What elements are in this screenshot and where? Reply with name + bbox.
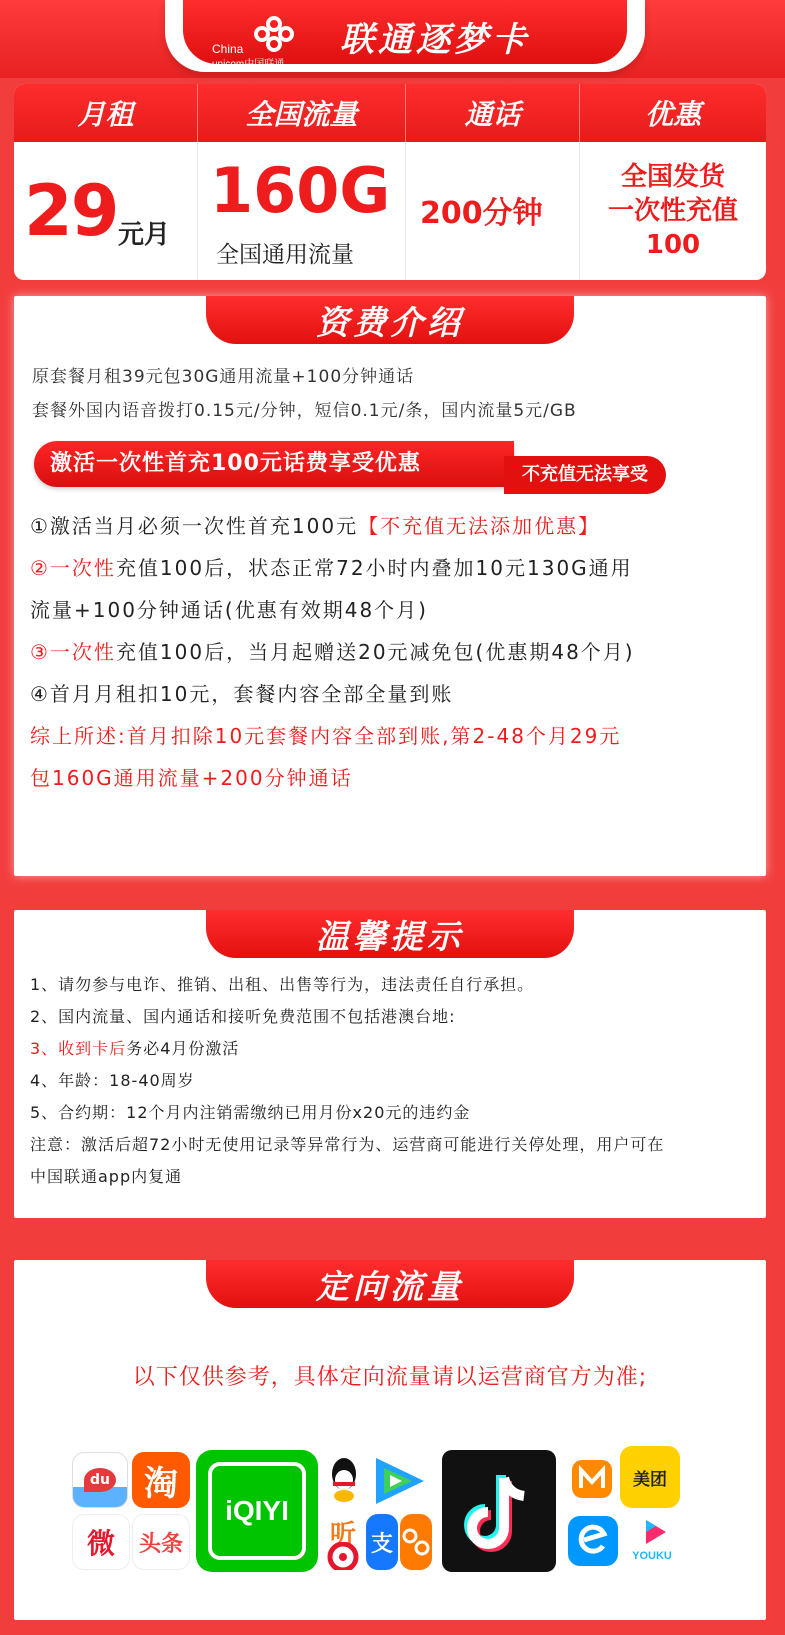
promo-line-1: 全国发货 [620, 162, 725, 192]
tip-5: 5、合约期：12个月内注销需缴纳已用月份x20元的违约金 [30, 1103, 471, 1122]
header-calls: 通话 [406, 84, 580, 142]
iqiyi-glyph: iQIYI [225, 1495, 289, 1526]
directed-section [14, 1260, 766, 1620]
rule-2 [30, 552, 633, 581]
page-title: 联通逐梦卡 [340, 20, 530, 60]
activation-badge: 不充值无法享受 [504, 456, 666, 494]
summary-line-2: 包160G通用流量+200分钟通话 [30, 766, 353, 790]
tip-note-2: 中国联通app内复通 [30, 1167, 183, 1186]
call-value: 200分钟 [420, 196, 543, 231]
logo-text-unicom: unicom中国联通 [212, 59, 285, 70]
promo-line-3: 100 [645, 230, 701, 260]
fee-section [14, 296, 766, 876]
tip-2: 2、国内流量、国内通话和接听免费范围不包括港澳台地: [30, 1007, 456, 1026]
directed-section-tab [206, 1260, 574, 1308]
data-subtitle: 全国通用流量 [216, 242, 354, 268]
amap-icon [400, 1514, 432, 1570]
cell-rent [14, 142, 198, 280]
rule-1-warning: 【不充值无法添加优惠】 [358, 514, 601, 538]
alipay-icon [366, 1514, 398, 1570]
rule-3-text: 充值100后，当月起赠送20元减免包(优惠期48个月) [115, 640, 635, 664]
rule-3-prefix: ③一次性 [30, 640, 116, 664]
rule-4: ④首月月租扣10元，套餐内容全部全量到账 [30, 682, 454, 706]
logo-text-china: China [212, 42, 244, 56]
cell-calls [406, 142, 580, 280]
rule-2-text: 充值100后，状态正常72小时内叠加10元130G通用 [115, 556, 633, 580]
plan-table [14, 84, 766, 280]
rule-1 [30, 510, 600, 539]
baidu-map-icon [72, 1452, 128, 1508]
qq-icon [324, 1452, 364, 1508]
header-rent: 月租 [14, 84, 198, 142]
ting-icon [322, 1514, 364, 1570]
rule-3 [30, 636, 635, 665]
rule-2-cont: 流量+100分钟通话(优惠有效期48个月) [30, 598, 428, 622]
plan-table-body [14, 142, 766, 280]
cell-data [198, 142, 406, 280]
promo-line-2: 一次性充值 [607, 196, 738, 226]
data-value: 160G [210, 154, 391, 227]
youku-icon [622, 1514, 682, 1570]
cell-promo [580, 142, 766, 280]
tip-3 [30, 1036, 239, 1059]
toutiao-icon [132, 1514, 190, 1570]
meituan-icon [620, 1446, 680, 1508]
weibo-glyph: 微 [86, 1527, 115, 1560]
tips-section-title: 温馨提示 [316, 916, 464, 956]
summary-line-1: 综上所述:首月扣除10元套餐内容全部到账,第2-48个月29元 [30, 724, 622, 748]
fee-section-tab [206, 296, 574, 344]
youku-glyph: YOUKU [632, 1550, 672, 1562]
tip-3-prefix: 3、收到卡后 [30, 1039, 127, 1058]
toutiao-glyph: 头条 [138, 1531, 183, 1557]
rent-value: 29 [24, 170, 118, 252]
tencent-video-icon [366, 1452, 430, 1510]
mango-icon [566, 1452, 618, 1504]
fee-line-1: 原套餐月租39元包30G通用流量+100分钟通话 [32, 367, 415, 387]
alipay-glyph: 支 [370, 1531, 393, 1557]
rent-unit: 元月 [118, 220, 171, 250]
directed-section-title: 定向流量 [316, 1266, 464, 1306]
fee-section-title: 资费介绍 [316, 302, 464, 342]
tip-4: 4、年龄：18-40周岁 [30, 1071, 195, 1090]
tips-section-tab [206, 910, 574, 958]
rule-2-prefix: ②一次性 [30, 556, 116, 580]
taobao-icon [132, 1452, 190, 1508]
baidu-map-glyph: du [84, 1468, 116, 1492]
directed-note: 以下仅供参考，具体定向流量请以运营商官方为准; [132, 1365, 648, 1390]
iqiyi-icon [196, 1450, 318, 1572]
meituan-glyph: 美团 [633, 1469, 667, 1490]
douyin-icon [442, 1450, 556, 1572]
ting-glyph: 听 [329, 1519, 356, 1550]
promo-text [580, 160, 766, 262]
tip-1: 1、请勿参与电诈、推销、出租、出售等行为，违法责任自行承担。 [30, 975, 535, 994]
fee-line-2: 套餐外国内语音拨打0.15元/分钟，短信0.1元/条，国内流量5元/GB [32, 401, 577, 421]
eleme-icon [566, 1512, 620, 1570]
header-bar [0, 0, 785, 78]
taobao-glyph: 淘 [144, 1463, 178, 1504]
tip-3-text: 务必4月份激活 [126, 1039, 240, 1058]
rule-1-text: ①激活当月必须一次性首充100元 [30, 514, 359, 538]
weibo-icon [72, 1514, 130, 1570]
activation-banner: 激活一次性首充100元话费享受优惠 [34, 441, 514, 487]
tip-note-1: 注意：激活后超72小时无使用记录等异常行为、运营商可能进行关停处理，用户可在 [30, 1135, 665, 1154]
tips-section [14, 910, 766, 1218]
header-promo: 优惠 [644, 98, 701, 131]
header-data: 全国流量 [198, 84, 406, 142]
plan-table-header [14, 84, 766, 142]
